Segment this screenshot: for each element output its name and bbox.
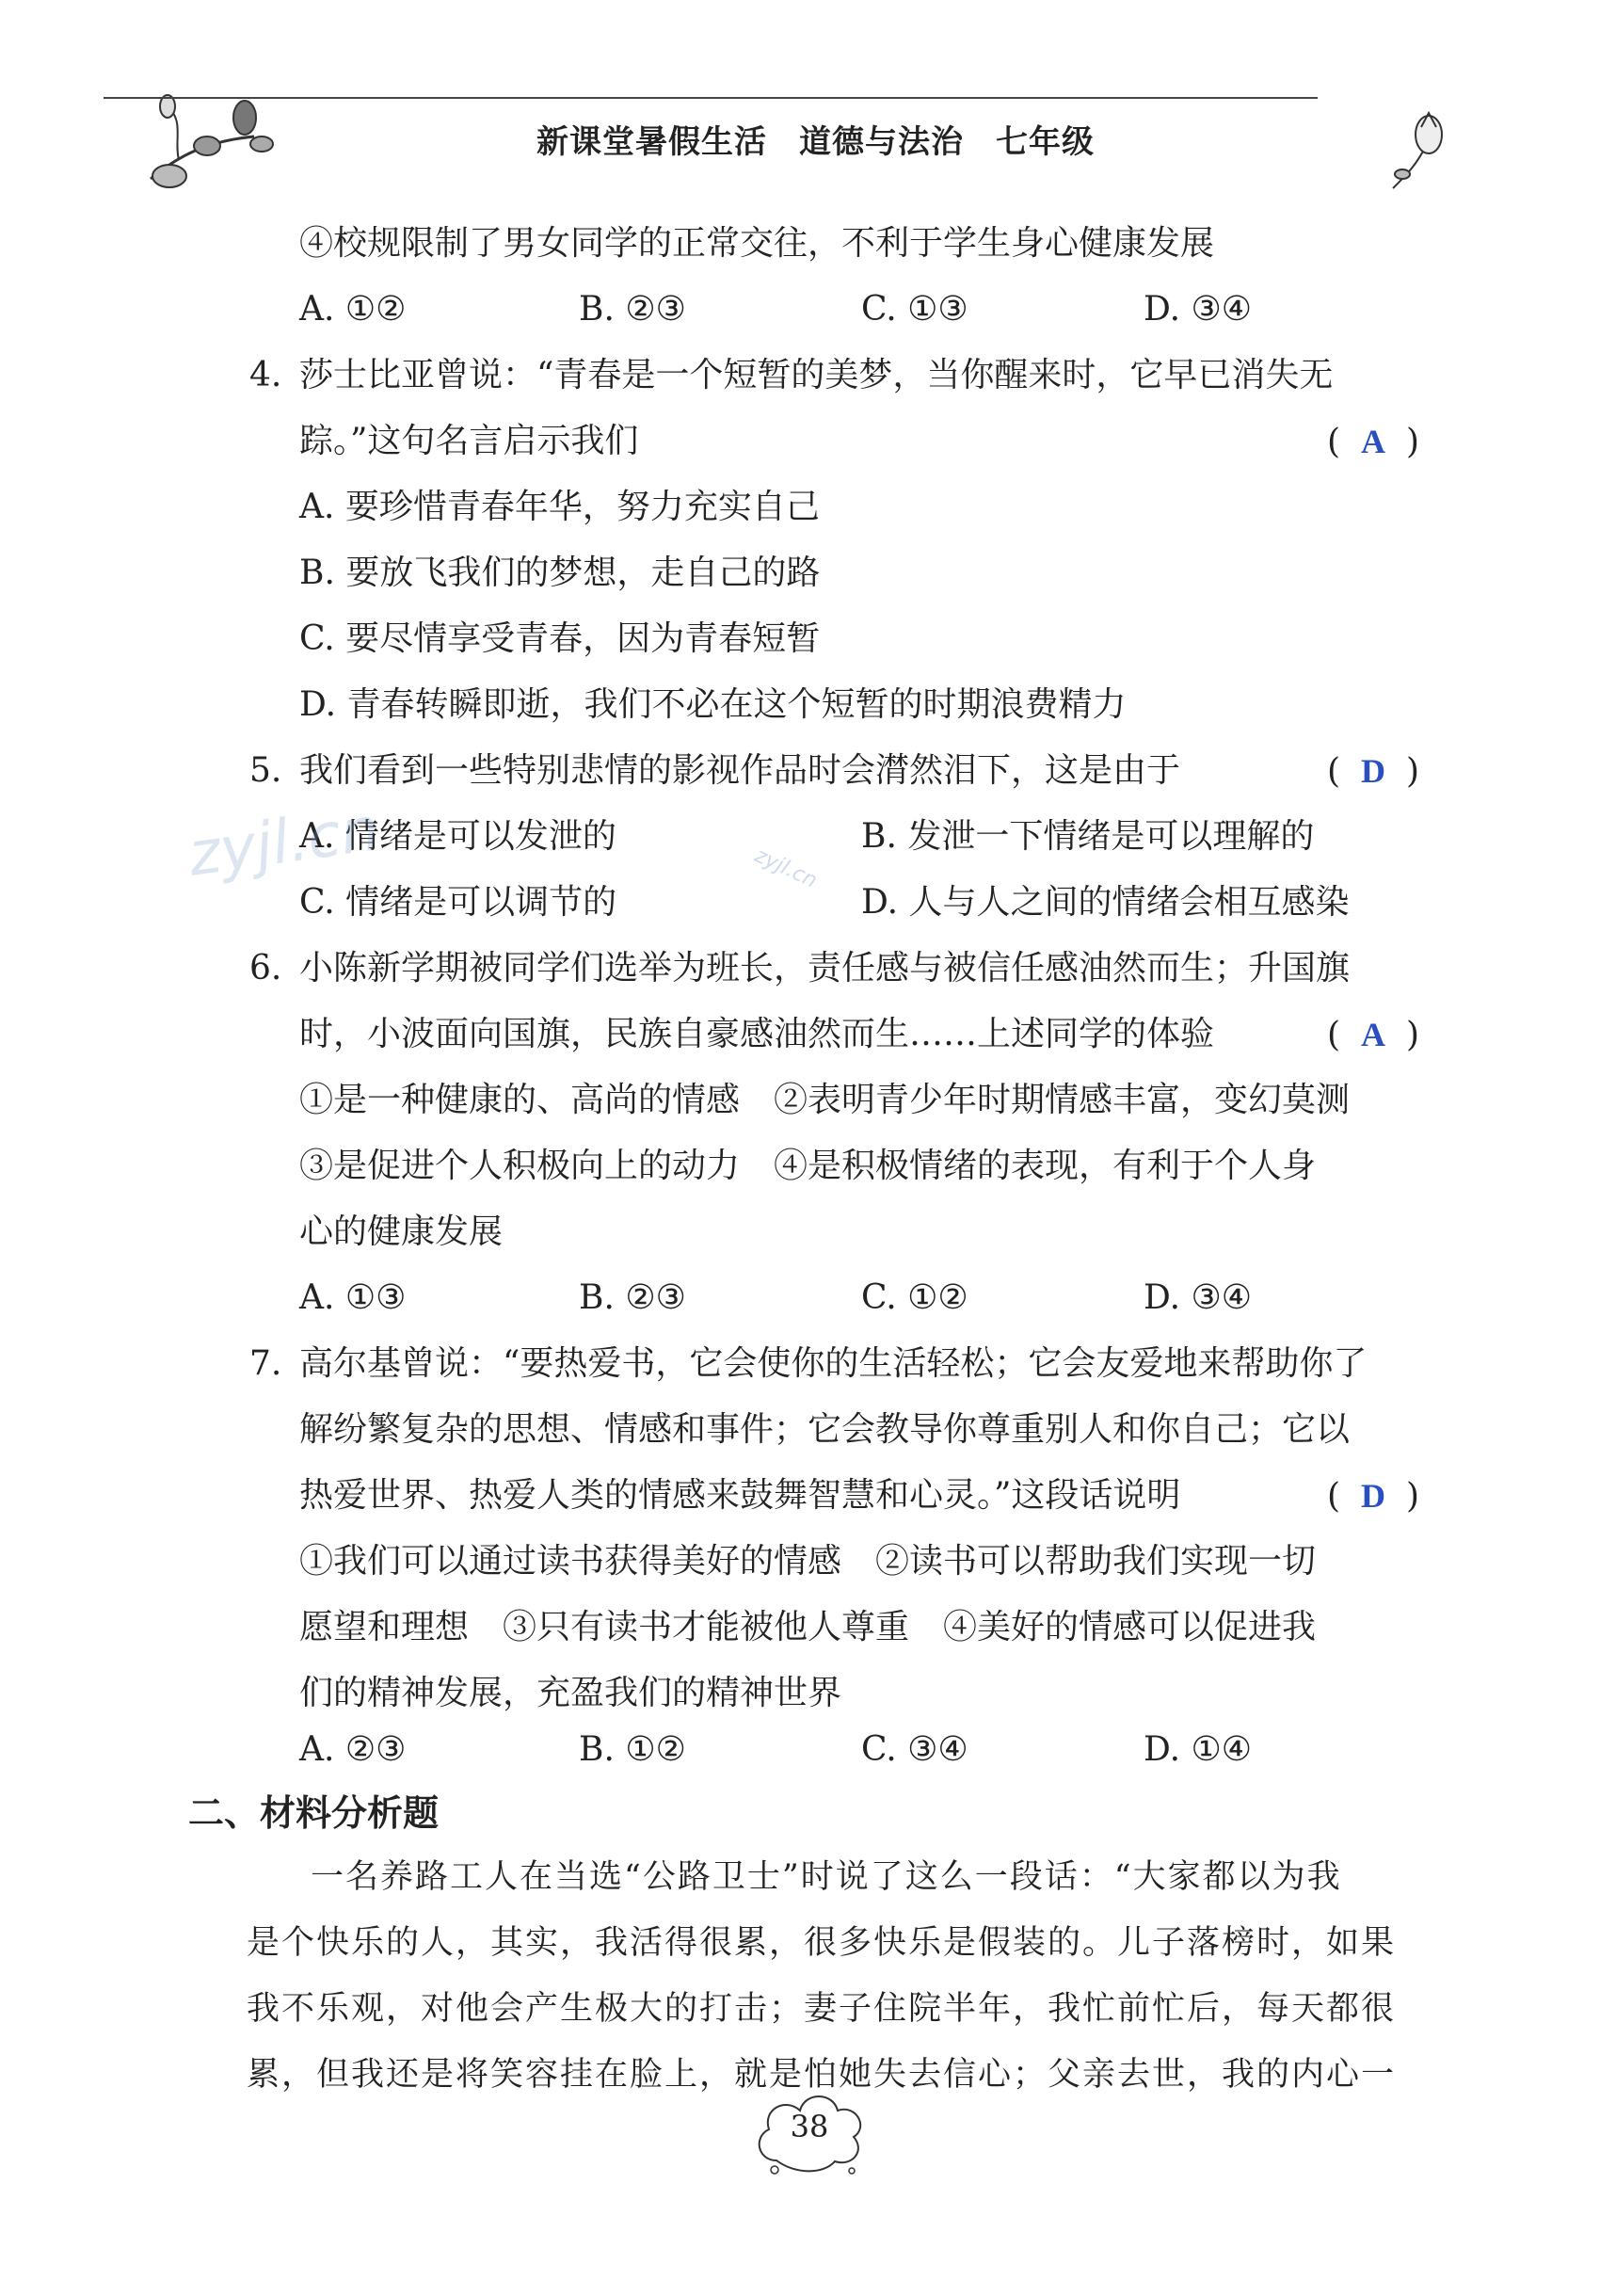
- q6-number: 6.: [249, 949, 282, 987]
- q6-stem-line2: 时，小波面向国旗，民族自豪感油然而生……上述同学的体验: [299, 1015, 1215, 1053]
- q7-option-d: D. ①④: [1144, 1730, 1253, 1769]
- q6-statements-line1: ①是一种健康的、高尚的情感 ②表明青少年时期情感丰富，变幻莫测: [299, 1081, 1351, 1119]
- page-footer: [748, 2080, 871, 2184]
- q4-option-a: A. 要珍惜青春年华，努力充实自己: [299, 488, 820, 526]
- book-title: 新课堂暑假生活: [536, 123, 767, 161]
- q7-stem-line2: 解纷繁复杂的思想、情感和事件；它会教导你尊重别人和你自己；它以: [299, 1410, 1351, 1449]
- material-line-3: 我不乐观，对他会产生极大的打击；妻子住院半年，我忙前忙后，每天都很: [247, 1990, 1397, 2028]
- q4-stem-line2: 踪。”这句名言启示我们: [299, 422, 639, 460]
- section-title: 二、材料分析题: [188, 1792, 440, 1834]
- q3-option-d: D. ③④: [1144, 290, 1253, 329]
- q4-option-c: C. 要尽情享受青春，因为青春短暂: [299, 619, 821, 658]
- q5-stem-line1: 我们看到一些特别悲情的影视作品时会潸然泪下，这是由于: [299, 751, 1181, 790]
- q7-option-b: B. ①②: [579, 1730, 686, 1769]
- page-header: [141, 89, 1459, 193]
- q7-statements-line2: 愿望和理想 ③只有读书才能被他人尊重 ④美好的情感可以促进我: [299, 1608, 1317, 1646]
- watermark: zyjl.cn: [184, 795, 384, 891]
- q6-option-a: A. ①③: [299, 1278, 407, 1317]
- q7-stem-line1: 高尔基曾说：“要热爱书，它会使你的生活轻松；它会友爱地来帮助你了: [299, 1344, 1368, 1383]
- q7-option-c: C. ③④: [861, 1730, 968, 1769]
- q5-option-d: D. 人与人之间的情绪会相互感染: [861, 883, 1350, 922]
- material-line-1: 一名养路工人在当选“公路卫士”时说了这么一段话：“大家都以为我: [311, 1858, 1342, 1896]
- q4-answer-letter: A: [1361, 423, 1386, 460]
- watermark-small: zyjl.cn: [750, 843, 821, 893]
- q6-answer: ( A ): [1327, 1016, 1420, 1054]
- q3-option-b: B. ②③: [579, 290, 686, 329]
- q6-statements-line2: ③是促进个人积极向上的动力 ④是积极情绪的表现，有利于个人身: [299, 1147, 1317, 1185]
- q5-answer-letter: D: [1361, 752, 1386, 790]
- q6-answer-letter: A: [1361, 1016, 1386, 1053]
- header-title: [536, 116, 1127, 162]
- q7-statements-line3: 们的精神发展，充盈我们的精神世界: [299, 1674, 842, 1712]
- q5-option-a: A. 情绪是可以发泄的: [299, 817, 616, 856]
- q6-statements-line3: 心的健康发展: [299, 1212, 504, 1251]
- q4-option-b: B. 要放飞我们的梦想，走自己的路: [299, 554, 821, 592]
- q6-option-d: D. ③④: [1144, 1278, 1253, 1317]
- q7-number: 7.: [249, 1344, 282, 1383]
- q5-option-c: C. 情绪是可以调节的: [299, 883, 617, 922]
- grade-title: 七年级: [996, 123, 1095, 161]
- q6-option-b: B. ②③: [579, 1278, 686, 1317]
- bud-decoration-icon: [1384, 108, 1459, 193]
- q5-number: 5.: [249, 751, 282, 790]
- header-divider: [104, 97, 1318, 99]
- q4-option-d: D. 青春转瞬即逝，我们不必在这个短暂的时期浪费精力: [299, 685, 1127, 724]
- q6-option-c: C. ①②: [861, 1278, 968, 1317]
- q7-answer: ( D ): [1327, 1477, 1420, 1516]
- q7-answer-letter: D: [1361, 1477, 1386, 1515]
- q7-statements-line1: ①我们可以通过读书获得美好的情感 ②读书可以帮助我们实现一切: [299, 1542, 1317, 1581]
- q7-option-a: A. ②③: [299, 1730, 407, 1769]
- q3-option-c: C. ①③: [861, 290, 968, 329]
- q7-stem-line3: 热爱世界、热爱人类的情感来鼓舞智慧和心灵。”这段话说明: [299, 1476, 1181, 1515]
- q6-stem-line1: 小陈新学期被同学们选举为班长，责任感与被信任感油然而生；升国旗: [299, 949, 1351, 987]
- q3-statement-4: ④校规限制了男女同学的正常交往，不利于学生身心健康发展: [299, 224, 1215, 263]
- q5-option-b: B. 发泄一下情绪是可以理解的: [861, 817, 1315, 856]
- q4-stem-line1: 莎士比亚曾说：“青春是一个短暂的美梦，当你醒来时，它早已消失无: [299, 356, 1334, 394]
- material-line-2: 是个快乐的人，其实，我活得很累，很多快乐是假装的。儿子落榜时，如果: [247, 1924, 1397, 1962]
- q4-answer: ( A ): [1327, 423, 1420, 461]
- flower-decoration-icon: [141, 89, 292, 193]
- q4-number: 4.: [249, 356, 282, 394]
- q5-answer: ( D ): [1327, 752, 1420, 791]
- material-line-4: 累，但我还是将笑容挂在脸上，就是怕她失去信心；父亲去世，我的内心一: [247, 2056, 1397, 2094]
- q3-option-a: A. ①②: [299, 290, 407, 329]
- page-number: 38: [790, 2109, 829, 2144]
- subject-title: 道德与法治: [799, 123, 964, 161]
